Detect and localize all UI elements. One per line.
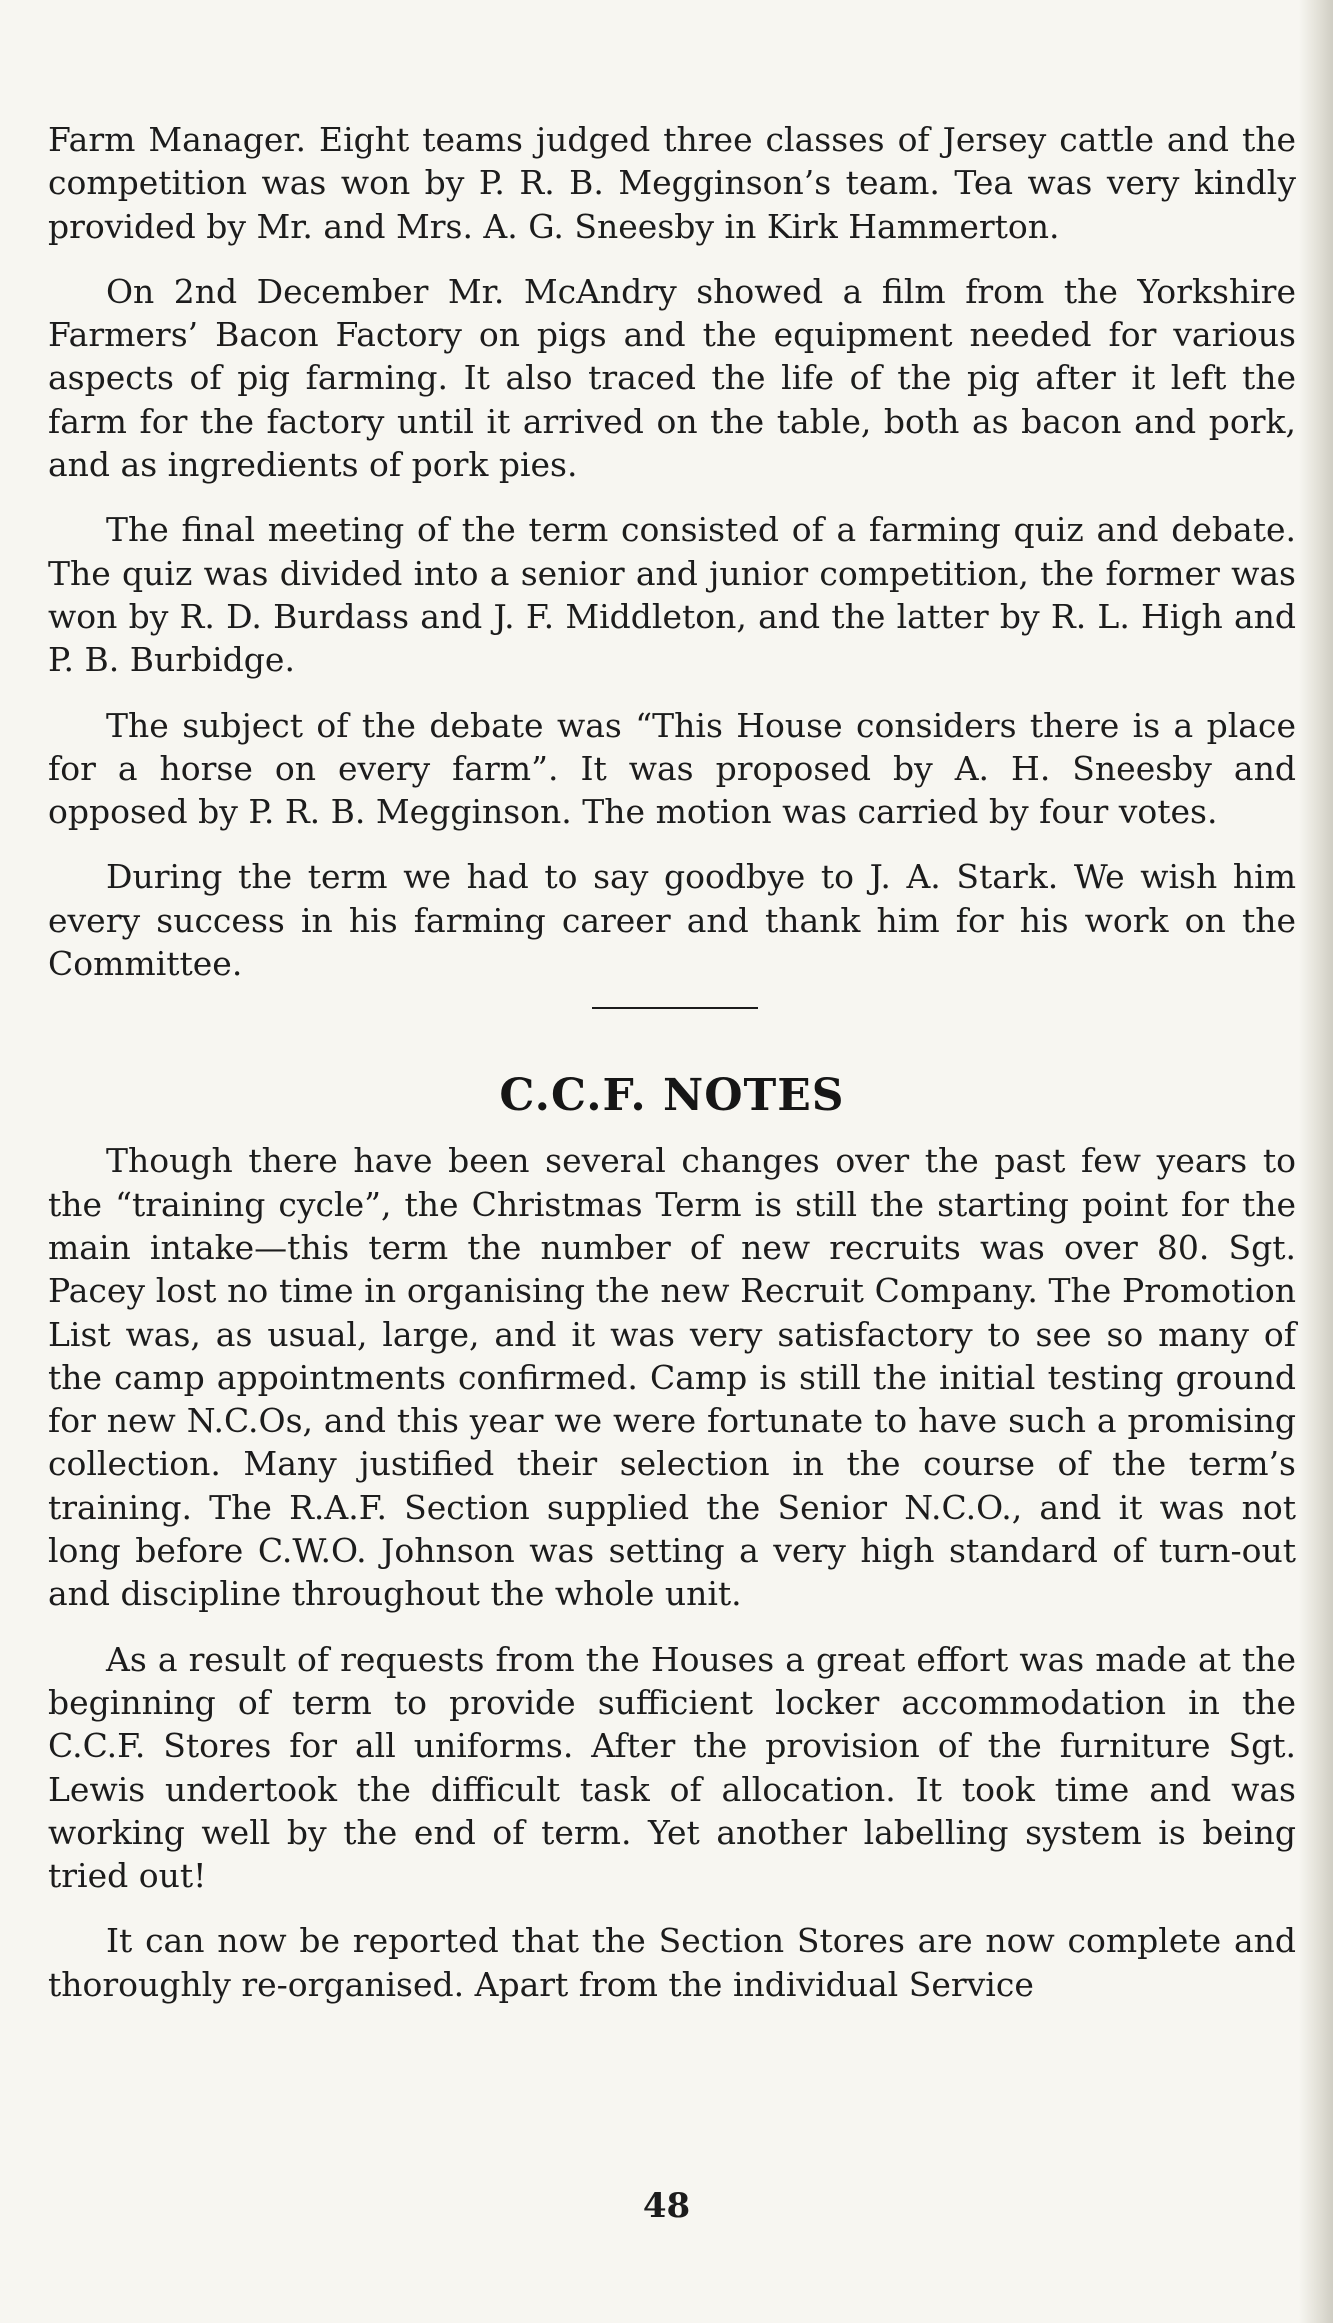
paragraph-goodbye: During the term we had to say goodbye to J. A. Stark. We wish him every success in his farming career and thank him for his work on the Committee.	[48, 857, 1296, 984]
paragraph-section-stores: It can now be reported that the Section Stores are now complete and thoroughly re-organised. Apart from the individual Service	[48, 1921, 1296, 2004]
paragraph-debate: The subject of the debate was “This House considers there is a place for a horse on every farm”. It was proposed by A. H. Sneesby and opposed by P. R. B. Megginson. The motion was carried by four votes.	[48, 705, 1296, 832]
paragraph-training-cycle: Though there have been several changes over the past few years to the “training cycle”, the Christmas Term is still the starting point for the main intake—this term the number of new recruits was over 80. Sgt. Pacey lost no time in organising the new Recruit Company. The Promotion List was, as usual, large, and it was very satisfactory to see so many of the camp appointments confirmed. Camp is still the initial testing ground for new N.C.Os, and this year we were fortunate to have such a promising collection. Many justified their selection in the course of the term’s training. The R.A.F. Section supplied the Senior N.C.O., and it was not long before C.W.O. Johnson was setting a very high standard of turn-out and discipline throughout the whole unit.	[48, 1141, 1296, 1614]
paragraph-farming-quiz: The final meeting of the term consisted of a farming quiz and debate. The quiz was divided into a senior and junior competition, the former was won by R. D. Burdass and J. F. Middleton, and the latter by R. L. High and P. B. Burbidge.	[48, 510, 1296, 680]
paragraph-farm-manager: Farm Manager. Eight teams judged three classes of Jersey cattle and the competition was won by P. R. B. Megginson’s team. Tea was very kindly provided by Mr. and Mrs. A. G. Sneesby in Kirk Hammerton.	[48, 120, 1296, 246]
section-divider	[592, 1007, 758, 1009]
paragraph-locker-accommodation: As a result of requests from the Houses a great effort was made at the beginning of term to provide sufficient locker accommodation in the C.C.F. Stores for all uniforms. After the provision of the furniture Sgt. Lewis undertook the difficult task of allocation. It took time and was working well by the end of term. Yet another labelling system is being tried out!	[48, 1639, 1296, 1896]
text-column	[48, 118, 1296, 2028]
page-number: 48	[642, 2186, 691, 2226]
paragraph-film-showing: On 2nd December Mr. McAndry showed a film from the Yorkshire Farmers’ Bacon Factory on pigs and the equipment needed for various aspects of pig farming. It also traced the life of the pig after it left the farm for the factory until it arrived on the table, both as bacon and pork, and as ingredients of pork pies.	[48, 271, 1296, 485]
section-heading: C.C.F. NOTES	[499, 1070, 845, 1122]
page-edge-shadow	[1299, 0, 1333, 2323]
